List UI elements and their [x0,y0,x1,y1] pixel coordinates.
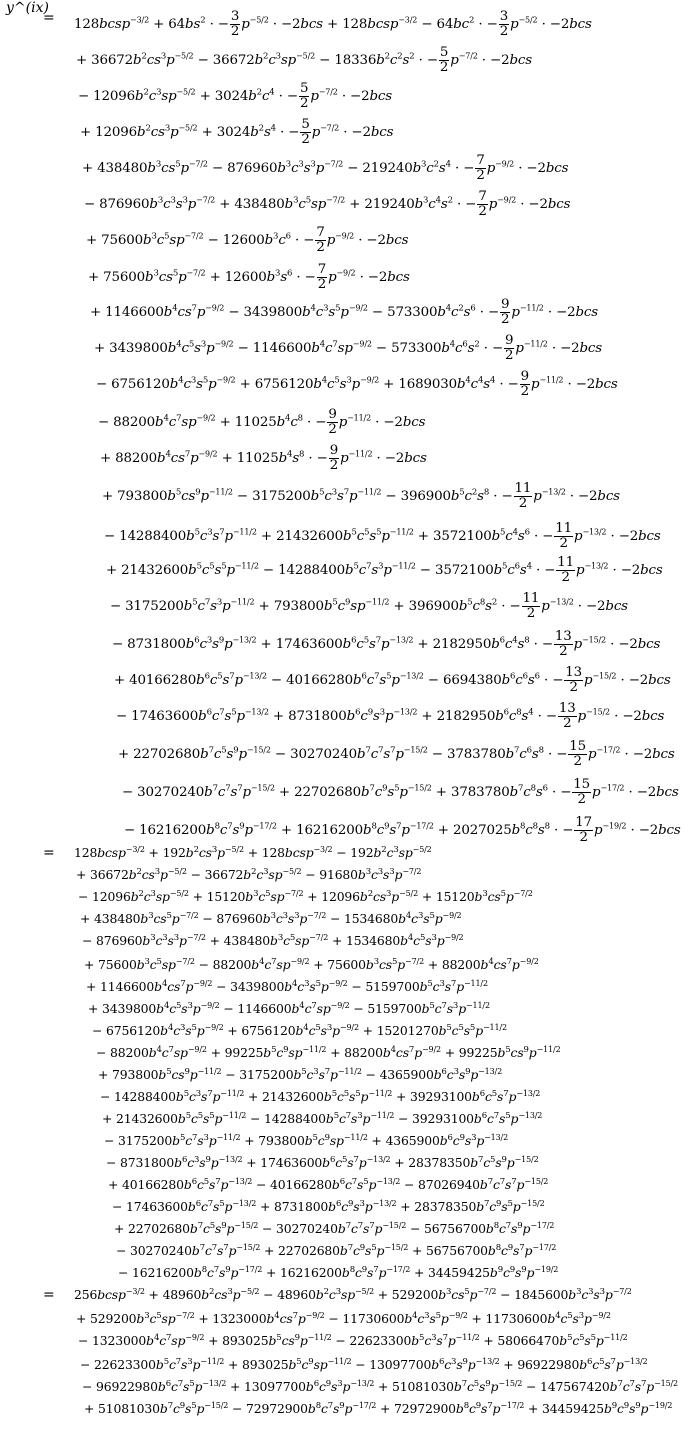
expression-block2: − $3175200b^5c^7s^3p^{-11/2} + 793800b^5c^9sp^{-11/2} + 4365900b^6c^9s^3p^{-13/2}$ [104,1133,509,1149]
equation-line [0,768,695,808]
equation-line [0,360,695,400]
expression-block2: 128bcsp$^{-3/2}$ + $192b^2cs^3p^{-5/2}$ + 128bcsp$^{-3/2}$ − $192b^2c^3sp^{-5/2}$ [74,845,432,861]
equation-line [0,253,695,293]
expression-block2: − $6756120b^4c^3s^5p^{-9/2} + 6756120b^4c^5s^3p^{-9/2} + 15201270b^5c^5s^5p^{-11/2}$ [92,1023,507,1039]
equation-line [0,1044,695,1066]
equation-line [0,0,695,40]
equation-line [0,216,695,256]
equation-line [0,72,695,112]
relation-symbol: = [43,1287,55,1303]
equation-line [0,1332,695,1354]
equation-line [0,36,695,76]
expression-block1: + $438480b^3cs^5p^{-7/2} - 876960b^3c^3s^3p^{-7/2} - 219240b^3c^2s^4$ · − $\frac{7}{2}$ $p^{-9/2} \cdot -2bcs$ [82,153,569,184]
equation-line [0,1264,695,1286]
expression-block1: + $1146600b^4cs^7p^{-9/2} - 3439800b^4c^3s^5p^{-9/2} - 573300b^4c^2s^6$ · − $\frac{9}{2}$ $p^{-11/2} \cdot -2bcs$ [90,297,599,328]
expression-block2: − $12096b^2c^3sp^{-5/2} + 15120b^3c^5sp^{-7/2} + 12096b^2cs^3p^{-5/2} + 15120b^3cs^5p^{-7/2}$ [78,889,533,905]
expression-block1: + $22702680b^7c^5s^9p^{-15/2} - 30270240b^7c^7s^7p^{-15/2} - 3783780b^7c^6s^8$ · − $\frac{15}{2}$ $p^{-17/2} \cdot -2bcs$ [118,739,675,770]
expression-block2: − $17463600b^6c^7s^5p^{-13/2} + 8731800b^6c^9s^3p^{-13/2} + 28378350b^7c^9s^5p^{-15/2}$ [112,1199,545,1215]
expression-block2: + $793800b^5cs^9p^{-11/2} - 3175200b^5c^3s^7p^{-11/2} - 4365900b^6c^3s^9p^{-13/2}$ [98,1067,503,1083]
expression-block1: − $12096b^2c^3sp^{-5/2} + 3024b^2c^4$ · − $\frac{5}{2}$ $p^{-7/2} \cdot -2bcs$ [78,81,392,112]
equation-line [0,888,695,910]
equation-line [0,1000,695,1022]
expression-block1: − $16216200b^8c^7s^9p^{-17/2} + 16216200b^8c^9s^7p^{-17/2} + 2027025b^8c^8s^8$ · − $\frac{17}{2}$ $p^{-19/2} \cdot -2bcs$ [124,815,681,846]
expression-block1: − $17463600b^6c^7s^5p^{-13/2} + 8731800b^6c^9s^3p^{-13/2} + 2182950b^6c^8s^4$ · − $\frac{13}{2}$ $p^{-15/2} \cdot -2bcs$ [116,701,665,732]
equation-line [0,806,695,846]
equation-line [0,180,695,220]
expression-block2: − $88200b^4c^7sp^{-9/2} + 99225b^5c^9sp^{-11/2} + 88200b^4cs^7p^{-9/2} + 99225b^5cs^9p^{-11/2}$ [96,1045,561,1061]
expression-block2: + $36672b^2cs^3p^{-5/2} - 36672b^2c^3sp^{-5/2} - 91680b^3c^3s^3p^{-7/2}$ [76,867,422,883]
equation-line [0,956,695,978]
equation-line [0,582,695,622]
equation-line [0,398,695,438]
equation-line [0,108,695,148]
equation-line [0,1088,695,1110]
equation-line [0,1176,695,1198]
expression-block2: + $21432600b^5c^5s^5p^{-11/2} - 14288400b^5c^7s^3p^{-11/2} - 39293100b^6c^7s^5p^{-13/2}$ [102,1111,543,1127]
expression-block3: − $22623300b^5c^7s^3p^{-11/2} + 893025b^5c^9sp^{-11/2} - 13097700b^6c^3s^9p^{-13/2} + 96922980b^6c^5s^7p^{-13/2}$ [80,1357,648,1373]
expression-block1: + $40166280b^6c^5s^7p^{-13/2} - 40166280b^6c^7s^5p^{-13/2} - 6694380b^6c^6s^6$ · − $\frac{13}{2}$ $p^{-15/2} \cdot -2bcs$ [114,665,671,696]
expression-block1: + $3439800b^4c^5s^3p^{-9/2} - 1146600b^4c^7sp^{-9/2} - 573300b^4c^6s^2$ · − $\frac{9}{2}$ $p^{-11/2} \cdot -2bcs$ [94,333,603,364]
expression-block2: − $14288400b^5c^3s^7p^{-11/2} + 21432600b^5c^5s^5p^{-11/2} + 39293100b^6c^5s^7p^{-13/2}$ [100,1089,541,1105]
equation-line [0,932,695,954]
equation-line [0,1242,695,1264]
expression-block1: + $12096b^2cs^3p^{-5/2} + 3024b^2s^4$ · − $\frac{5}{2}$ $p^{-7/2} \cdot -2bcs$ [80,117,394,148]
expression-block1: + $793800b^5cs^9p^{-11/2} - 3175200b^5c^3s^7p^{-11/2} - 396900b^5c^2s^8$ · − $\frac{11}{2}$ $p^{-13/2} \cdot -2bcs$ [102,481,620,512]
equation-line [0,1110,695,1132]
expression-block2: − $30270240b^7c^7s^7p^{-15/2} + 22702680b^7c^9s^5p^{-15/2} + 56756700b^8c^9s^7p^{-17/2}$ [116,1243,557,1259]
expression-block3: − $96922980b^6c^7s^5p^{-13/2} + 13097700b^6c^9s^3p^{-13/2} + 51081030b^7c^5s^9p^{-15/2} - 147567420b^7c^7s^7p^{-15/2}$ [82,1379,678,1395]
expression-block1: + $88200b^4cs^7p^{-9/2} + 11025b^4s^8$ · − $\frac{9}{2}$ $p^{-11/2} \cdot -2bcs$ [100,443,427,474]
equation-line [0,1066,695,1088]
equation-line [0,1154,695,1176]
expression-block1: + $36672b^2cs^3p^{-5/2} - 36672b^2c^3sp^{-5/2} - 18336b^2c^2s^2$ · − $\frac{5}{2}$ $p^{-7/2} \cdot -2bcs$ [76,45,532,76]
expression-block2: + $438480b^3cs^5p^{-7/2} - 876960b^3c^3s^3p^{-7/2} - 1534680b^4c^3s^5p^{-9/2}$ [80,911,462,927]
equation-line [0,910,695,932]
expression-block1: + $75600b^3c^5sp^{-7/2} - 12600b^3c^6$ · − $\frac{7}{2}$ $p^{-9/2} \cdot -2bcs$ [86,225,409,256]
equation-line [0,656,695,696]
equation-line [0,144,695,184]
expression-block1: − $14288400b^5c^3s^7p^{-11/2} + 21432600b^5c^5s^5p^{-11/2} + 3572100b^5c^4s^6$ · − $\frac{11}{2}$ $p^{-13/2} \cdot -2bcs$ [104,521,661,552]
expression-block1: − $8731800b^6c^3s^9p^{-13/2} + 17463600b^6c^5s^7p^{-13/2} + 2182950b^6c^4s^8$ · − $\frac{13}{2}$ $p^{-15/2} \cdot -2bcs$ [112,629,661,660]
expression-block3: − $1323000b^4c^7sp^{-9/2} + 893025b^5cs^9p^{-11/2} - 22623300b^5c^3s^7p^{-11/2} + 58066470b^5c^5s^5p^{-11/2}$ [78,1333,628,1349]
relation-symbol: = [43,10,55,26]
expression-block1: + $75600b^3cs^5p^{-7/2} + 12600b^3s^6$ · − $\frac{7}{2}$ $p^{-9/2} \cdot -2bcs$ [88,262,410,293]
expression-block2: + $40166280b^6c^5s^7p^{-13/2} - 40166280b^6c^7s^5p^{-13/2} - 87026940b^7c^7s^7p^{-15/2}$ [108,1177,549,1193]
equation-line [0,1356,695,1378]
expression-block2: + $1146600b^4cs^7p^{-9/2} - 3439800b^4c^3s^5p^{-9/2} - 5159700b^5c^3s^7p^{-11/2}$ [86,979,488,995]
expression-block2: − $876960b^3c^3s^3p^{-7/2} + 438480b^3c^5sp^{-7/2} + 1534680b^4c^5s^3p^{-9/2}$ [82,933,464,949]
expression-block1: − $876960b^3c^3s^3p^{-7/2} + 438480b^3c^5sp^{-7/2} + 219240b^3c^4s^2$ · − $\frac{7}{2}$ $p^{-9/2} \cdot -2bcs$ [84,189,571,220]
expression-block3: + $51081030b^7c^9s^5p^{-15/2} - 72972900b^8c^7s^9p^{-17/2} + 72972900b^8c^9s^7p^{-17/2} + 34459425b^9c^9s^9p^{-19/2}$ [84,1401,673,1417]
equation-line [0,288,695,328]
expression-block2: + $3439800b^4c^5s^3p^{-9/2} - 1146600b^4c^7sp^{-9/2} - 5159700b^5c^7s^3p^{-11/2}$ [88,1001,490,1017]
expression-block1: − $3175200b^5c^7s^3p^{-11/2} + 793800b^5c^9sp^{-11/2} + 396900b^5c^8s^2$ · − $\frac{11}{2}$ $p^{-13/2} \cdot -2bcs$ [110,591,628,622]
expression-block2: − $8731800b^6c^3s^9p^{-13/2} + 17463600b^6c^5s^7p^{-13/2} + 28378350b^7c^5s^9p^{-15/2}$ [106,1155,539,1171]
equation-line [0,1286,695,1308]
equation-line [0,1022,695,1044]
equation-label: y^(ix) [6,0,49,16]
equation-line [0,692,695,732]
expression-block3: 256bcsp$^{-3/2}$ + $48960b^2cs^3p^{-5/2} - 48960b^2c^3sp^{-5/2} + 529200b^3cs^5p^{-7/2} - 1845600b^3c^3s^3p^{-7/2}$ [74,1287,632,1303]
expression-block2: + $75600b^3c^5sp^{-7/2} - 88200b^4c^7sp^{-9/2} + 75600b^3cs^5p^{-7/2} + 88200b^4cs^7p^{-9/2}$ [84,957,539,973]
equation-line [0,1220,695,1242]
relation-symbol: = [43,845,55,861]
expression-block1: − $88200b^4c^7sp^{-9/2} + 11025b^4c^8$ · − $\frac{9}{2}$ $p^{-11/2} \cdot -2bcs$ [98,407,426,438]
equation-line [0,866,695,888]
equation-line [0,512,695,552]
equation-line [0,324,695,364]
expression-block1: − $6756120b^4c^3s^5p^{-9/2} + 6756120b^4c^5s^3p^{-9/2} + 1689030b^4c^4s^4$ · − $\frac{9}{2}$ $p^{-11/2} \cdot -2bcs$ [96,369,618,400]
expression-block1: − $30270240b^7c^7s^7p^{-15/2} + 22702680b^7c^9s^5p^{-15/2} + 3783780b^7c^8s^6$ · − $\frac{15}{2}$ $p^{-17/2} \cdot -2bcs$ [122,777,679,808]
equation-line [0,546,695,586]
expression-block1: + $21432600b^5c^5s^5p^{-11/2} - 14288400b^5c^7s^3p^{-11/2} - 3572100b^5c^6s^4$ · − $\frac{11}{2}$ $p^{-13/2} \cdot -2bcs$ [106,555,663,586]
expression-block2: − $16216200b^8c^7s^9p^{-17/2} + 16216200b^8c^9s^7p^{-17/2} + 34459425b^9c^9s^9p^{-19/2}$ [118,1265,559,1281]
equation-line [0,1378,695,1400]
equation-line [0,620,695,660]
equation-line [0,1198,695,1220]
equation-line [0,978,695,1000]
equation-line [0,844,695,866]
expression-block3: + $529200b^3c^5sp^{-7/2} + 1323000b^4cs^7p^{-9/2} - 11730600b^4c^3s^5p^{-9/2} + 11730600b^4c^5s^3p^{-9/2}$ [76,1311,611,1327]
equation-line [0,730,695,770]
equation-line [0,434,695,474]
expression-block2: + $22702680b^7c^5s^9p^{-15/2} - 30270240b^7c^7s^7p^{-15/2} - 56756700b^8c^7s^9p^{-17/2}$ [114,1221,555,1237]
equation-line [0,1310,695,1332]
equation-line [0,1400,695,1422]
equation-line [0,1132,695,1154]
equation-line [0,472,695,512]
expression-block1: 128bcsp$^{-3/2}$ + $64bs^2$ · − $\frac{3}{2}$ $p^{-5/2} \cdot -2bcs$ + 128bcsp$^{-3/2}$ − $64bc^2$ · − $\frac{3}{2}$ $p^{-5/2} \cdot -2bcs$ [74,9,592,40]
